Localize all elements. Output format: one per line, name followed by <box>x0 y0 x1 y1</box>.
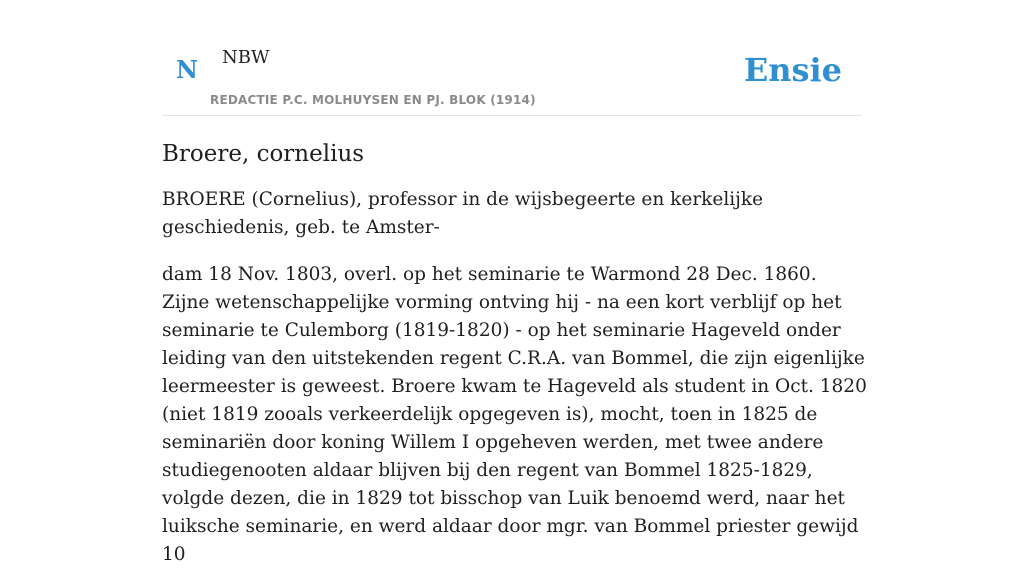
article-paragraph: dam 18 Nov. 1803, overl. op het seminarie te Warmond 28 Dec. 1860. Zijne wetenschappelijke vorming ontving hij - na een kort verblijf op het seminarie te Culemborg (1819-1820) - op het seminarie Hageveld onder leiding van den uitstekenden regent C.R.A. van Bommel, die zijn eigenlijke leermeester is geweest. Broere kwam te Hageveld als student in Oct. 1820 (niet 1819 zooals verkeerdelijk opgegeven is), mocht, toen in 1825 de seminariën door koning Willem I opgeheven werden, met twee andere studiegenooten aldaar blijven bij den regent van Bommel 1825-1829, volgde dezen, die in 1829 tot bisschop van Luik benoemd werd, naar het luiksche seminarie, en werd aldaar door mgr. van Bommel priester gewijd 10 <box>162 264 867 565</box>
source-subtitle: REDACTIE P.C. MOLHUYSEN EN PJ. BLOK (1914) <box>210 93 536 107</box>
source-logo-icon[interactable]: N <box>176 55 198 84</box>
header <box>162 0 862 116</box>
brand-logo[interactable]: Ensie <box>743 51 842 89</box>
article-title: Broere, cornelius <box>162 141 365 167</box>
article <box>162 136 867 588</box>
article-paragraph: BROERE (Cornelius), professor in de wijsbegeerte en kerkelijke geschiedenis, geb. te Amster- <box>162 189 764 238</box>
source-title[interactable]: NBW <box>222 47 270 68</box>
